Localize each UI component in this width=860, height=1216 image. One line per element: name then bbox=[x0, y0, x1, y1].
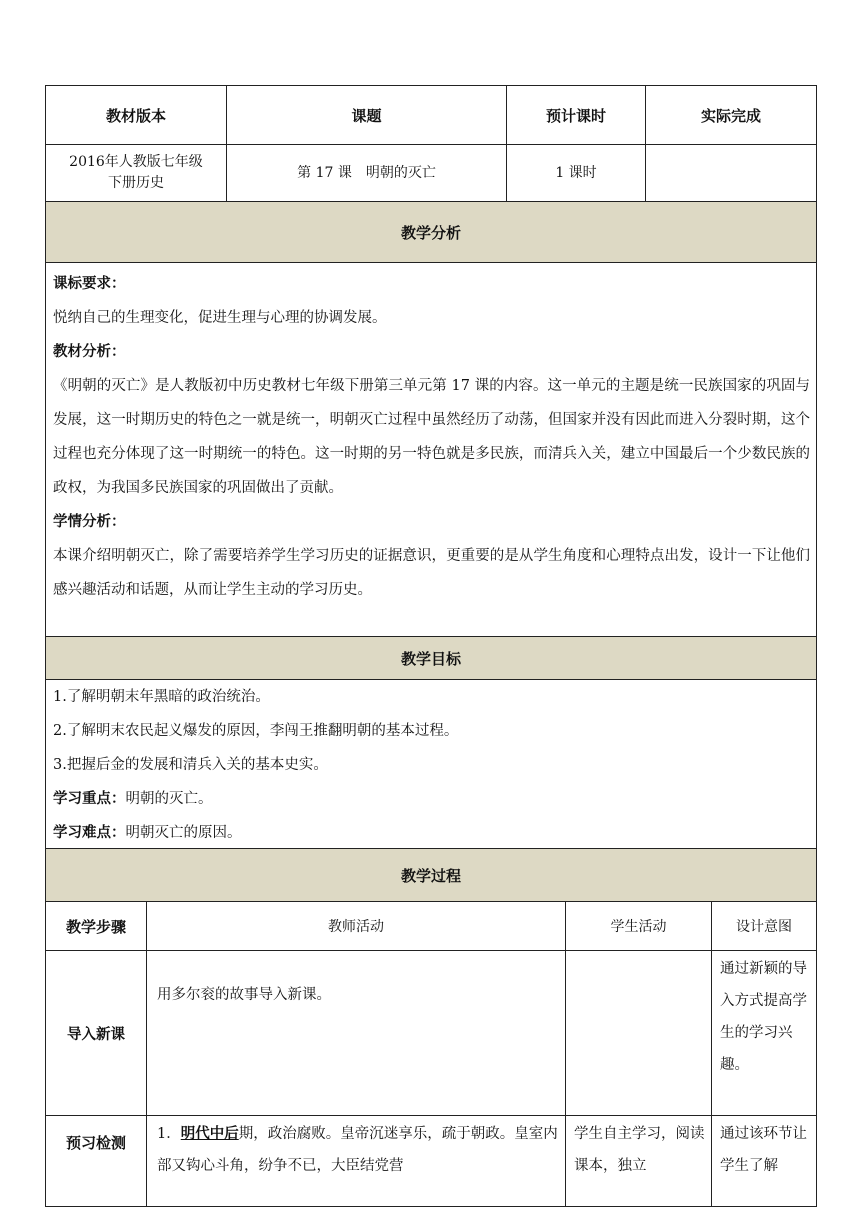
goals-body-row bbox=[46, 680, 817, 859]
process-title: 教学过程 bbox=[46, 849, 817, 902]
process-title-row bbox=[46, 849, 817, 902]
students-label: 学情分析： bbox=[53, 514, 126, 530]
key-text: 明朝的灭亡。 bbox=[125, 791, 213, 807]
analysis-title-row bbox=[46, 202, 817, 263]
hours-cell: 1 课时 bbox=[507, 145, 646, 202]
key-point bbox=[53, 782, 810, 816]
process-header-step: 教学步骤 bbox=[46, 902, 147, 951]
goals-body bbox=[46, 680, 817, 859]
edition-cell bbox=[46, 145, 227, 202]
student-activity bbox=[566, 951, 712, 1116]
header-row bbox=[46, 86, 817, 145]
process-row-intro bbox=[46, 951, 817, 1116]
teacher-keyword: 明代中后 bbox=[180, 1126, 239, 1142]
process-header-row bbox=[46, 902, 817, 951]
header-actual: 实际完成 bbox=[646, 86, 817, 145]
process-header-student: 学生活动 bbox=[566, 902, 712, 951]
analysis-title: 教学分析 bbox=[46, 202, 817, 263]
key-label: 学习重点： bbox=[53, 791, 126, 807]
header-edition: 教材版本 bbox=[46, 86, 227, 145]
edition-line1: 2016年人教版七年级 bbox=[69, 154, 203, 170]
process-header-intent: 设计意图 bbox=[712, 902, 817, 951]
header-hours: 预计课时 bbox=[507, 86, 646, 145]
teacher-rest: 期，政治腐败。皇帝沉迷享乐，疏于朝政。皇室内部又钩心斗角，纷争不已，大臣结党营 bbox=[157, 1126, 558, 1174]
difficult-text: 明朝灭亡的原因。 bbox=[125, 825, 242, 841]
standard-label: 课标要求： bbox=[53, 276, 126, 292]
process-row-preview bbox=[46, 1116, 817, 1207]
edition-line2: 下册历史 bbox=[108, 175, 164, 191]
goal-item: 1.了解明朝末年黑暗的政治统治。 bbox=[53, 689, 270, 705]
step-name: 预习检测 bbox=[46, 1116, 147, 1207]
student-activity: 学生自主学习，阅读课本，独立 bbox=[566, 1116, 712, 1207]
goal-item: 3.把握后金的发展和清兵入关的基本史实。 bbox=[53, 757, 328, 773]
analysis-body bbox=[46, 263, 817, 637]
info-row bbox=[46, 145, 817, 202]
step-name: 导入新课 bbox=[46, 951, 147, 1116]
design-intent: 通过该环节让学生了解 bbox=[712, 1116, 817, 1207]
teacher-activity: 用多尔衮的故事导入新课。 bbox=[147, 951, 566, 1116]
topic-cell: 第 17 课 明朝的灭亡 bbox=[227, 145, 507, 202]
textbook-text: 《明朝的灭亡》是人教版初中历史教材七年级下册第三单元第 17 课的内容。这一单元的主题是统一民族国家的巩固与发展，这一时期历史的特色之一就是统一，明朝灭亡过程中虽然经历了动荡，但国家并没有因此而进入分裂时期，这个过程也充分体现了这一时期统一的特色。这一时期的另一特色就是多民族，而清兵入关，建立中国最后一个少数民族的政权，为我国多民族国家的巩固做出了贡献。 bbox=[53, 378, 810, 496]
teacher-prefix: 1． bbox=[157, 1126, 181, 1142]
actual-cell bbox=[646, 145, 817, 202]
goals-title: 教学目标 bbox=[46, 637, 817, 680]
header-topic: 课题 bbox=[227, 86, 507, 145]
design-intent: 通过新颖的导入方式提高学生的学习兴趣。 bbox=[712, 951, 817, 1116]
process-table bbox=[45, 848, 817, 1207]
process-header-teacher: 教师活动 bbox=[147, 902, 566, 951]
difficult-label: 学习难点： bbox=[53, 825, 126, 841]
standard-text: 悦纳自己的生理变化，促进生理与心理的协调发展。 bbox=[53, 310, 387, 326]
teacher-activity bbox=[147, 1116, 566, 1207]
textbook-label: 教材分析： bbox=[53, 344, 126, 360]
lesson-plan-table bbox=[45, 85, 817, 859]
goal-item: 2.了解明末农民起义爆发的原因，李闯王推翻明朝的基本过程。 bbox=[53, 723, 459, 739]
analysis-body-row bbox=[46, 263, 817, 637]
goals-title-row bbox=[46, 637, 817, 680]
difficult-point bbox=[53, 816, 810, 850]
students-text: 本课介绍明朝灭亡，除了需要培养学生学习历史的证据意识，更重要的是从学生角度和心理特点出发，设计一下让他们感兴趣活动和话题，从而让学生主动的学习历史。 bbox=[53, 548, 810, 598]
